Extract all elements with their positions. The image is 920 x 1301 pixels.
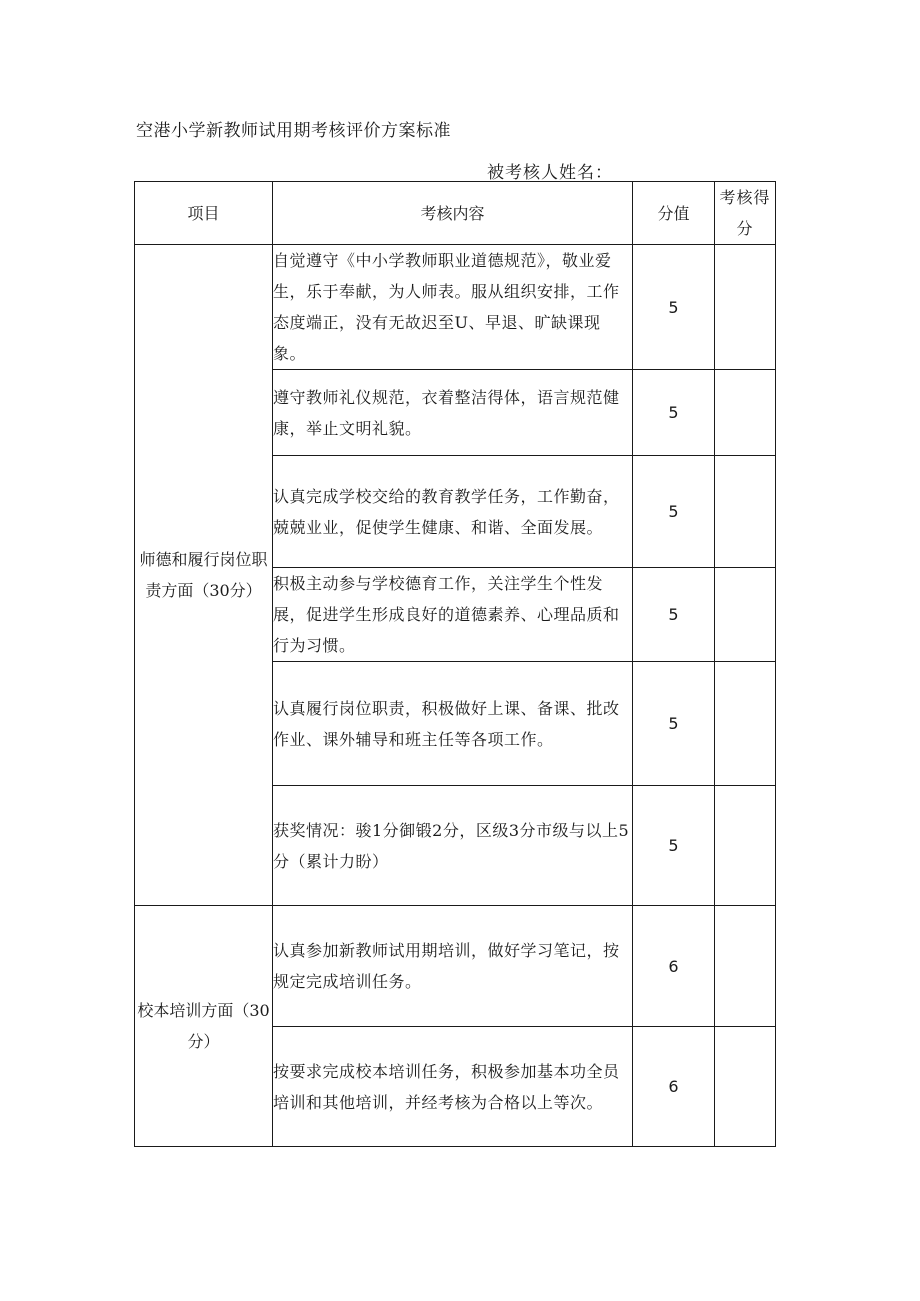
score-cell: 5 — [633, 786, 715, 906]
document-title: 空港小学新教师试用期考核评价方案标准 — [136, 121, 451, 141]
header-result: 考核得分 — [715, 182, 776, 245]
result-cell[interactable] — [715, 786, 776, 906]
result-cell[interactable] — [715, 245, 776, 370]
score-cell: 5 — [633, 568, 715, 662]
score-cell: 5 — [633, 456, 715, 568]
content-cell: 认真履行岗位职责，积极做好上课、备课、批改作业、课外辅导和班主任等各项工作。 — [273, 662, 633, 786]
score-cell: 6 — [633, 1027, 715, 1147]
content-cell: 获奖情况：骏1分御锻2分，区级3分市级与以上5分（累计力盼） — [273, 786, 633, 906]
content-cell: 认真完成学校交给的教育教学任务，工作勤奋，兢兢业业，促使学生健康、和谐、全面发展。 — [273, 456, 633, 568]
assessment-table — [134, 181, 776, 1147]
result-cell[interactable] — [715, 456, 776, 568]
content-cell: 认真参加新教师试用期培训，做好学习笔记，按规定完成培训任务。 — [273, 906, 633, 1027]
content-cell: 遵守教师礼仪规范，衣着整洁得体，语言规范健康，举止文明礼貌。 — [273, 370, 633, 456]
content-cell: 积极主动参与学校德育工作，关注学生个性发展，促进学生形成良好的道德素养、心理品质和行为习惯。 — [273, 568, 633, 662]
table-header-row — [135, 182, 776, 245]
result-cell[interactable] — [715, 662, 776, 786]
score-cell: 5 — [633, 370, 715, 456]
result-cell[interactable] — [715, 568, 776, 662]
item-ethics-duties: 师德和履行岗位职责方面（30分） — [135, 245, 273, 906]
result-cell[interactable] — [715, 906, 776, 1027]
result-cell[interactable] — [715, 370, 776, 456]
header-content: 考核内容 — [273, 182, 633, 245]
content-cell: 自觉遵守《中小学教师职业道德规范》，敬业爱生，乐于奉献，为人师表。服从组织安排，工作态度端正，没有无故迟至U、早退、旷缺课现象。 — [273, 245, 633, 370]
result-cell[interactable] — [715, 1027, 776, 1147]
header-item: 项目 — [135, 182, 273, 245]
score-cell: 6 — [633, 906, 715, 1027]
item-school-training: 校本培训方面（30分） — [135, 906, 273, 1147]
score-cell: 5 — [633, 662, 715, 786]
header-score: 分值 — [633, 182, 715, 245]
content-cell: 按要求完成校本培训任务，积极参加基本功全员培训和其他培训，并经考核为合格以上等次。 — [273, 1027, 633, 1147]
table-row — [135, 906, 776, 1027]
table-row — [135, 245, 776, 370]
examinee-name-label: 被考核人姓名： — [487, 163, 613, 183]
score-cell: 5 — [633, 245, 715, 370]
